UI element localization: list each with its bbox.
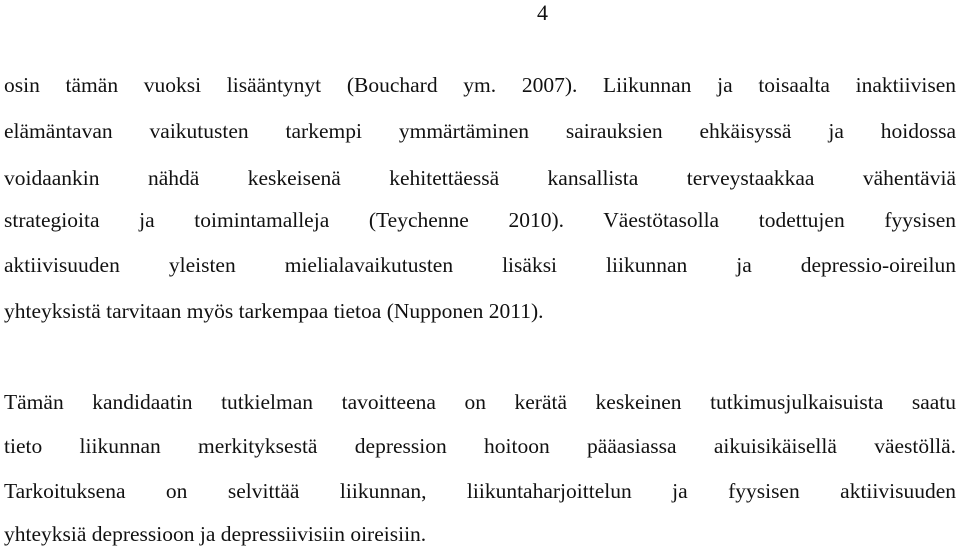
text-line: voidaankin nähdä keskeisenä kehitettäessä kansallista terveystaakkaa vähentäviä <box>4 166 956 190</box>
text-line: Tämän kandidaatin tutkielman tavoitteena on kerätä keskeinen tutkimusjulkaisuista saatu <box>4 390 956 414</box>
text-line: tieto liikunnan merkityksestä depression hoitoon pääasiassa aikuisikäisellä väestöllä. <box>4 434 956 458</box>
text-line: yhteyksiä depressioon ja depressiivisiin oireisiin. <box>4 522 427 546</box>
text-line: elämäntavan vaikutusten tarkempi ymmärtäminen sairauksien ehkäisyssä ja hoidossa <box>4 119 956 143</box>
text-line: aktiivisuuden yleisten mielialavaikutusten lisäksi liikunnan ja depressio-oireilun <box>4 253 956 277</box>
text-line: Tarkoituksena on selvittää liikunnan, liikuntaharjoittelun ja fyysisen aktiivisuuden <box>4 479 956 503</box>
text-line: strategioita ja toimintamalleja (Teychenne 2010). Väestötasolla todettujen fyysisen <box>4 208 956 232</box>
text-line: osin tämän vuoksi lisääntynyt (Bouchard ym. 2007). Liikunnan ja toisaalta inaktiivisen <box>4 73 956 97</box>
text-line: yhteyksistä tarvitaan myös tarkempaa tietoa (Nupponen 2011). <box>4 299 544 323</box>
page-number: 4 <box>537 0 548 25</box>
